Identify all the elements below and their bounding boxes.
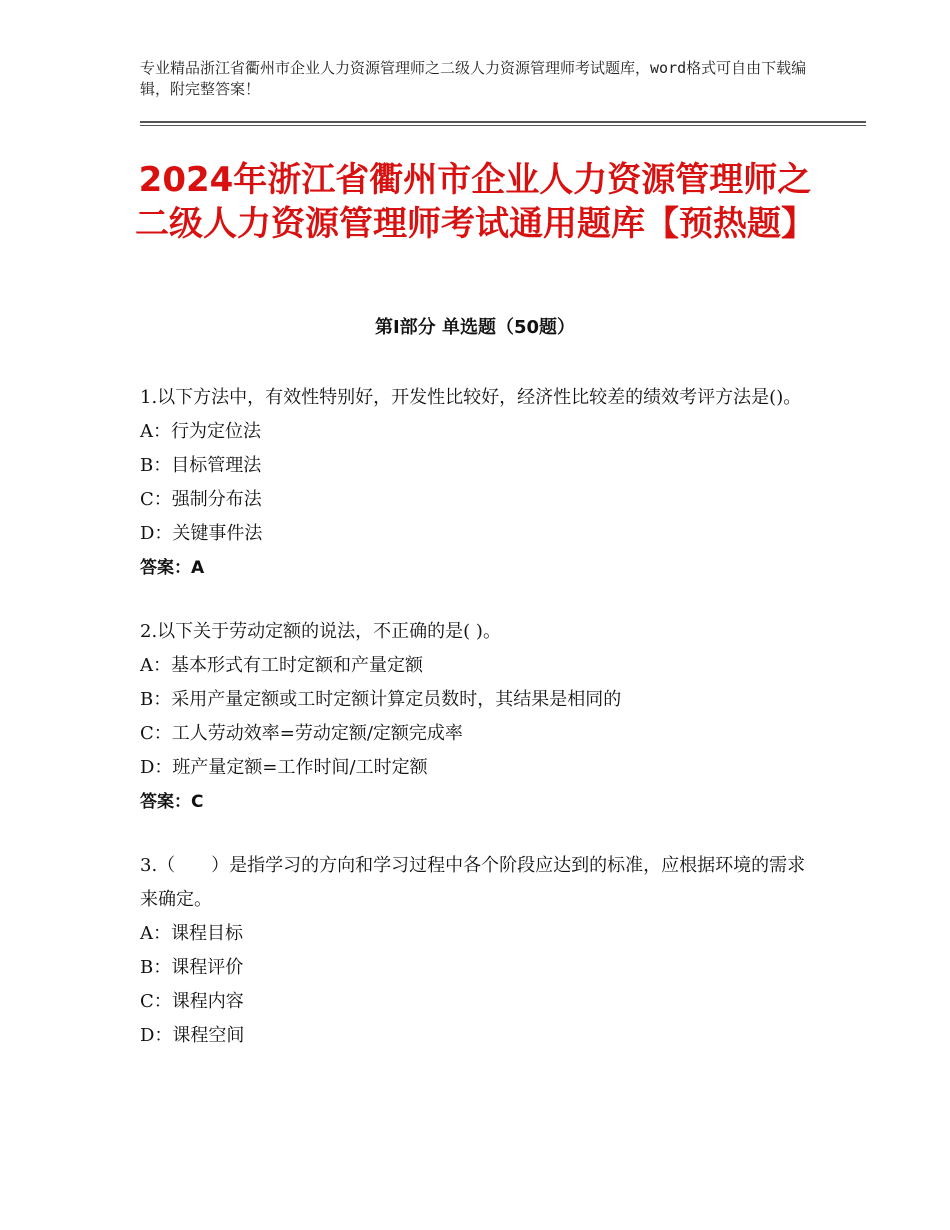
option-d: D：关键事件法 [140, 523, 263, 544]
option-d: D：班产量定额=工作时间/工时定额 [140, 757, 428, 778]
document-title: 2024年浙江省衢州市企业人力资源管理师之二级人力资源管理师考试通用题库【预热题】 [135, 160, 815, 244]
option-b: B：采用产量定额或工时定额计算定员数时，其结果是相同的 [140, 689, 622, 710]
option-d: D：课程空间 [140, 1025, 245, 1046]
question-1 [140, 381, 810, 585]
answer-line: 答案：C [140, 792, 204, 812]
answer-line: 答案：A [140, 558, 205, 578]
question-2 [140, 615, 810, 819]
question-stem: 3.（ ）是指学习的方向和学习过程中各个阶段应达到的标准，应根据环境的需求来确定。 [140, 855, 806, 910]
option-b: B：课程评价 [140, 957, 244, 978]
option-c: C：工人劳动效率=劳动定额/定额完成率 [140, 723, 463, 744]
question-list [140, 381, 810, 1083]
option-a: A：基本形式有工时定额和产量定额 [140, 655, 423, 676]
header-note: 专业精品浙江省衢州市企业人力资源管理师之二级人力资源管理师考试题库，word格式可自由下载编辑，附完整答案！ [140, 59, 807, 98]
option-c: C：强制分布法 [140, 489, 262, 510]
option-a: A：行为定位法 [140, 421, 261, 442]
question-stem: 1.以下方法中，有效性特别好，开发性比较好，经济性比较差的绩效考评方法是()。 [140, 387, 802, 408]
option-b: B：目标管理法 [140, 455, 262, 476]
option-a: A：课程目标 [140, 923, 243, 944]
question-stem: 2.以下关于劳动定额的说法，不正确的是( )。 [140, 621, 501, 642]
header-divider [140, 121, 866, 126]
option-c: C：课程内容 [140, 991, 244, 1012]
section-heading: 第Ⅰ部分 单选题（50题） [374, 317, 575, 338]
question-3 [140, 849, 810, 1053]
